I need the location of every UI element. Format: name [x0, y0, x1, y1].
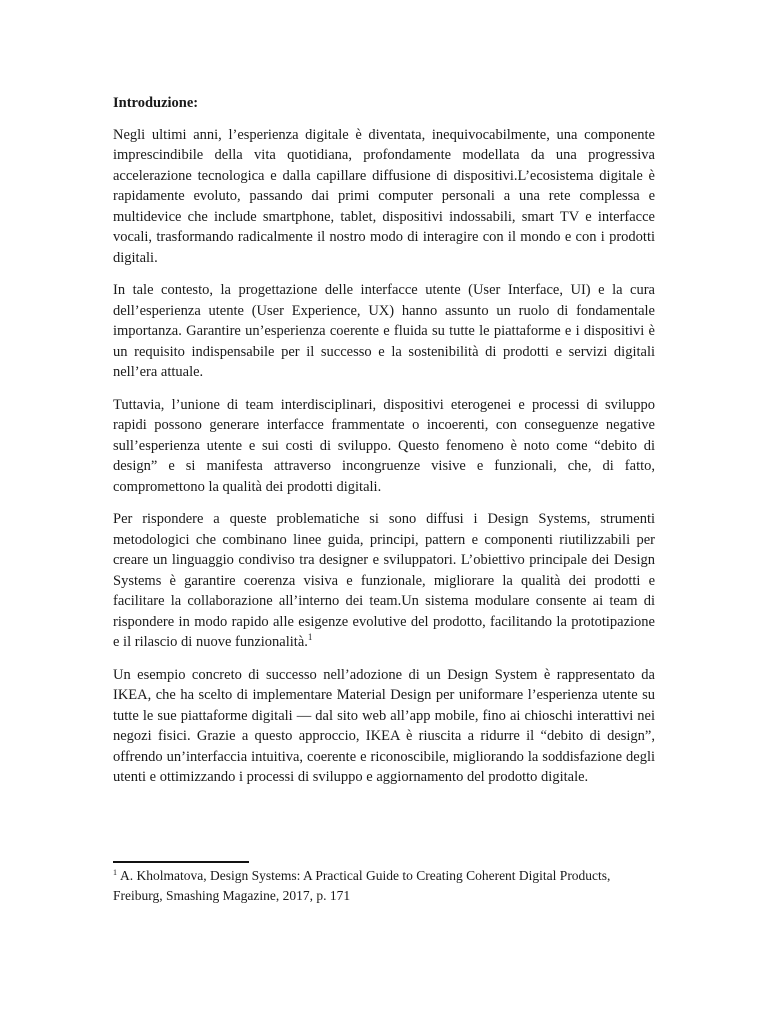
paragraph-2: In tale contesto, la progettazione delle interfacce utente (User Interface, UI) e la cura dell’esperienza utente (User Experience, UX) hanno assunto un ruolo di fondamentale importanza. Garantire un’esperienza coerente e fluida su tutte le piattaforme e i dispositivi è un requisito indispensabile per il successo e la sostenibilità di prodotti e servizi digitali nell’era attuale. [113, 282, 655, 380]
paragraph-4-text: Per rispondere a queste problematiche si sono diffusi i Design Systems, strumenti metodologici che combinano linee guida, principi, pattern e componenti riutilizzabili per creare un linguaggio condiviso tra designer e sviluppatori. L’obiettivo principale dei Design Systems è garantire coerenza visiva e funzionale, migliorare la qualità dei prodotti e facilitare la collaborazione all’interno dei team.Un sistema modulare consente ai team di rispondere in modo rapido alle esigenze evolutive del prodotto, facilitando la prototipazione e il rilascio di nuove funzionalità. [113, 511, 655, 650]
paragraph-3: Tuttavia, l’unione di team interdisciplinari, dispositivi eterogenei e processi di sviluppo rapidi possono generare interfacce frammentate o incoerenti, con conseguenze negative sull’esperienza utente e sui costi di sviluppo. Questo fenomeno è noto come “debito di design” e si manifesta attraverso incongruenze visive e funzionali, che, di fatto, compromettono la qualità dei prodotti digitali. [113, 396, 655, 495]
section-heading: Introduzione: [113, 95, 199, 111]
document-body [113, 93, 655, 800]
paragraph-5: Un esempio concreto di successo nell’adozione di un Design System è rappresentato da IKEA, che ha scelto di implementare Material Design per uniformare l’esperienza utente su tutte le sue piattaforme digitali — dal sito web all’app mobile, fino ai chioschi interattivi nei negozi fisici. Grazie a questo approccio, IKEA è riuscita a ridurre il “debito di design”, offrendo un’interfaccia intuitiva, coerente e riconoscibile, migliorando la soddisfazione degli utenti e ottimizzando i processi di sviluppo e aggiornamento del prodotto digitale. [113, 666, 655, 785]
footnote-separator [113, 861, 249, 863]
footnote-mark: 1 [113, 867, 117, 877]
footnote-reference[interactable]: 1 [307, 632, 313, 643]
paragraph-1: Negli ultimi anni, l’esperienza digitale è diventata, inequivocabilmente, una componente imprescindibile della vita quotidiana, profondamente modellata da una progressiva accelerazione tecnologica e dalla capillare diffusione di dispositivi.L’ecosistema digitale è rapidamente evoluto, passando dai primi computer personali a una rete complessa e multidevice che include smartphone, tablet, dispositivi indossabili, smart TV e interfacce vocali, trasformando radicalmente il nostro modo di interagire con il mondo e con i prodotti digitali. [113, 126, 655, 266]
footnote [113, 866, 655, 905]
footnote-text: A. Kholmatova, Design Systems: A Practical Guide to Creating Coherent Digital Products, Freiburg, Smashing Magazine, 2017, p. 171 [113, 868, 611, 903]
paragraph-4 [113, 509, 655, 653]
